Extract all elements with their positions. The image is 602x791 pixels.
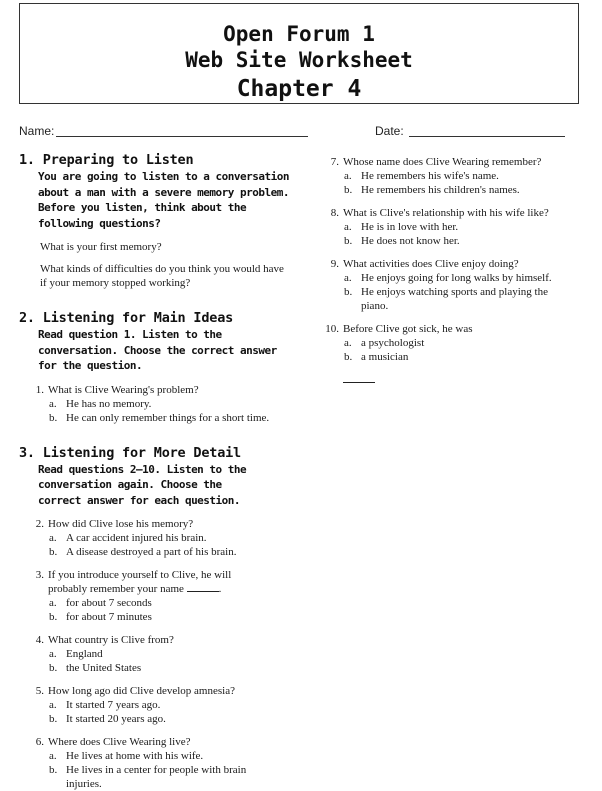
option-text: It started 7 years ago.	[66, 699, 161, 711]
question-item	[317, 373, 577, 387]
option-text: It started 20 years ago.	[66, 713, 166, 725]
option-text: He can only remember things for a short time.	[66, 411, 270, 424]
option-letter: b.	[344, 351, 353, 363]
option-letter: b.	[49, 411, 58, 424]
title-box	[19, 3, 579, 104]
answer-option[interactable]	[343, 350, 577, 364]
question-number: 4.	[35, 634, 44, 646]
option-text: a psychologist	[361, 337, 425, 349]
question-number: 5.	[35, 685, 44, 697]
question-number: 2.	[35, 518, 44, 530]
option-text: England	[66, 648, 103, 660]
option-text: A car accident injured his brain.	[66, 532, 207, 544]
option-letter: a.	[49, 532, 57, 544]
option-letter: b.	[344, 286, 353, 298]
option-letter: a.	[49, 699, 57, 711]
name-field[interactable]	[56, 136, 308, 137]
option-letter: b.	[49, 713, 58, 725]
answer-option[interactable]	[48, 411, 299, 425]
answer-option[interactable]	[343, 336, 577, 350]
option-letter: a.	[344, 221, 352, 233]
section-3-instructions: Read questions 2–10. Listen to the conversation again. Choose the correct answer for each question.	[38, 462, 247, 507]
question-item	[317, 322, 577, 364]
question-text: What is Clive Wearing's problem?	[48, 383, 199, 396]
option-text: He enjoys watching sports and playing the piano.	[361, 286, 548, 312]
option-text: He is in love with her.	[361, 221, 459, 233]
answer-option[interactable]	[343, 183, 577, 197]
answer-option[interactable]	[343, 220, 577, 234]
question-item	[317, 155, 577, 197]
chapter-title: Chapter 4	[236, 76, 362, 102]
answer-option[interactable]	[48, 596, 249, 610]
prompt-item: What is your first memory?	[40, 241, 162, 253]
question-text: How did Clive lose his memory?	[48, 518, 194, 530]
option-letter: b.	[344, 235, 353, 247]
question-text: What activities does Clive enjoy doing?	[343, 258, 519, 270]
question-item	[19, 383, 299, 425]
answer-option[interactable]	[48, 545, 299, 559]
answer-option[interactable]	[48, 749, 279, 763]
answer-blank[interactable]	[187, 582, 219, 592]
option-letter: b.	[49, 611, 58, 623]
question-item	[19, 517, 299, 559]
question-item	[317, 206, 577, 248]
question-item	[19, 735, 299, 791]
date-label: Date:	[375, 124, 404, 138]
option-text: a musician	[361, 351, 409, 363]
prompt-item: What kinds of difficulties do you think you would have if your memory stopped working?	[40, 263, 284, 289]
option-letter: b.	[49, 764, 58, 776]
question-item	[19, 633, 299, 675]
question-text	[343, 373, 577, 387]
question-number: 7.	[330, 156, 339, 168]
answer-option[interactable]	[343, 169, 577, 183]
title-line-2: Web Site Worksheet	[185, 48, 413, 72]
question-number: 10.	[325, 323, 339, 335]
question-number: 8.	[330, 207, 339, 219]
question-text: Before Clive got sick, he was	[343, 323, 473, 335]
option-letter: a.	[344, 337, 352, 349]
answer-option[interactable]	[343, 271, 577, 285]
answer-option[interactable]	[48, 698, 299, 712]
option-letter: b.	[49, 546, 58, 558]
option-letter: a.	[49, 597, 57, 609]
answer-blank[interactable]	[343, 373, 375, 383]
question-text: What is Clive's relationship with his wife like?	[343, 207, 549, 219]
question-number: 6.	[35, 736, 44, 748]
left-column	[19, 152, 299, 791]
question-text: How long ago did Clive develop amnesia?	[48, 685, 235, 697]
option-text: A disease destroyed a part of his brain.	[66, 546, 237, 558]
answer-option[interactable]	[48, 661, 299, 675]
option-letter: a.	[49, 648, 57, 660]
section-2-heading: 2. Listening for Main Ideas	[19, 310, 234, 326]
section-3-heading: 3. Listening for More Detail	[19, 444, 241, 461]
date-field[interactable]	[409, 136, 565, 137]
section-1-instructions: You are going to listen to a conversation about a man with a severe memory problem. Before you listen, think about the following questions?	[38, 170, 290, 230]
title-line-1: Open Forum 1	[223, 22, 375, 46]
option-text: for about 7 minutes	[66, 611, 152, 623]
question-number: 1.	[35, 383, 44, 396]
question-item	[317, 257, 577, 313]
option-text: He does not know her.	[361, 235, 460, 247]
option-text: He lives at home with his wife.	[66, 750, 204, 762]
question-number: 9.	[330, 258, 339, 270]
option-text: for about 7 seconds	[66, 597, 152, 609]
option-text: He enjoys going for long walks by himself.	[361, 272, 552, 284]
option-letter: a.	[344, 272, 352, 284]
option-letter: b.	[344, 184, 353, 196]
name-label: Name:	[19, 124, 55, 138]
question-number: 3.	[35, 569, 44, 581]
option-text: the United States	[66, 662, 142, 674]
question-text: What country is Clive from?	[48, 634, 174, 646]
answer-option[interactable]	[343, 285, 577, 313]
option-letter: a.	[344, 170, 352, 182]
right-column	[317, 152, 577, 387]
option-letter: a.	[49, 750, 57, 762]
answer-option[interactable]	[48, 610, 249, 624]
option-text: He remembers his wife's name.	[361, 170, 499, 182]
option-text: He has no memory.	[66, 397, 152, 410]
answer-option[interactable]	[343, 234, 577, 248]
answer-option[interactable]	[48, 763, 279, 791]
answer-option[interactable]	[48, 647, 299, 661]
section-2-instructions: Read question 1. Listen to the conversation. Choose the correct answer for the question.	[38, 328, 277, 372]
question-number	[317, 373, 343, 387]
answer-option[interactable]	[48, 712, 299, 726]
question-text: Where does Clive Wearing live?	[48, 736, 191, 748]
answer-option[interactable]	[48, 397, 299, 411]
question-text: If you introduce yourself to Clive, he will probably remember your name .	[48, 569, 232, 595]
option-text: He lives in a center for people with brain injuries.	[66, 764, 247, 790]
question-text: Whose name does Clive Wearing remember?	[343, 156, 542, 168]
option-letter: a.	[49, 397, 57, 410]
option-letter: b.	[49, 662, 58, 674]
section-1-heading: 1. Preparing to Listen	[19, 152, 194, 168]
question-item	[19, 684, 299, 726]
option-text: He remembers his children's names.	[361, 184, 520, 196]
answer-option[interactable]	[48, 531, 299, 545]
question-item	[19, 568, 299, 624]
